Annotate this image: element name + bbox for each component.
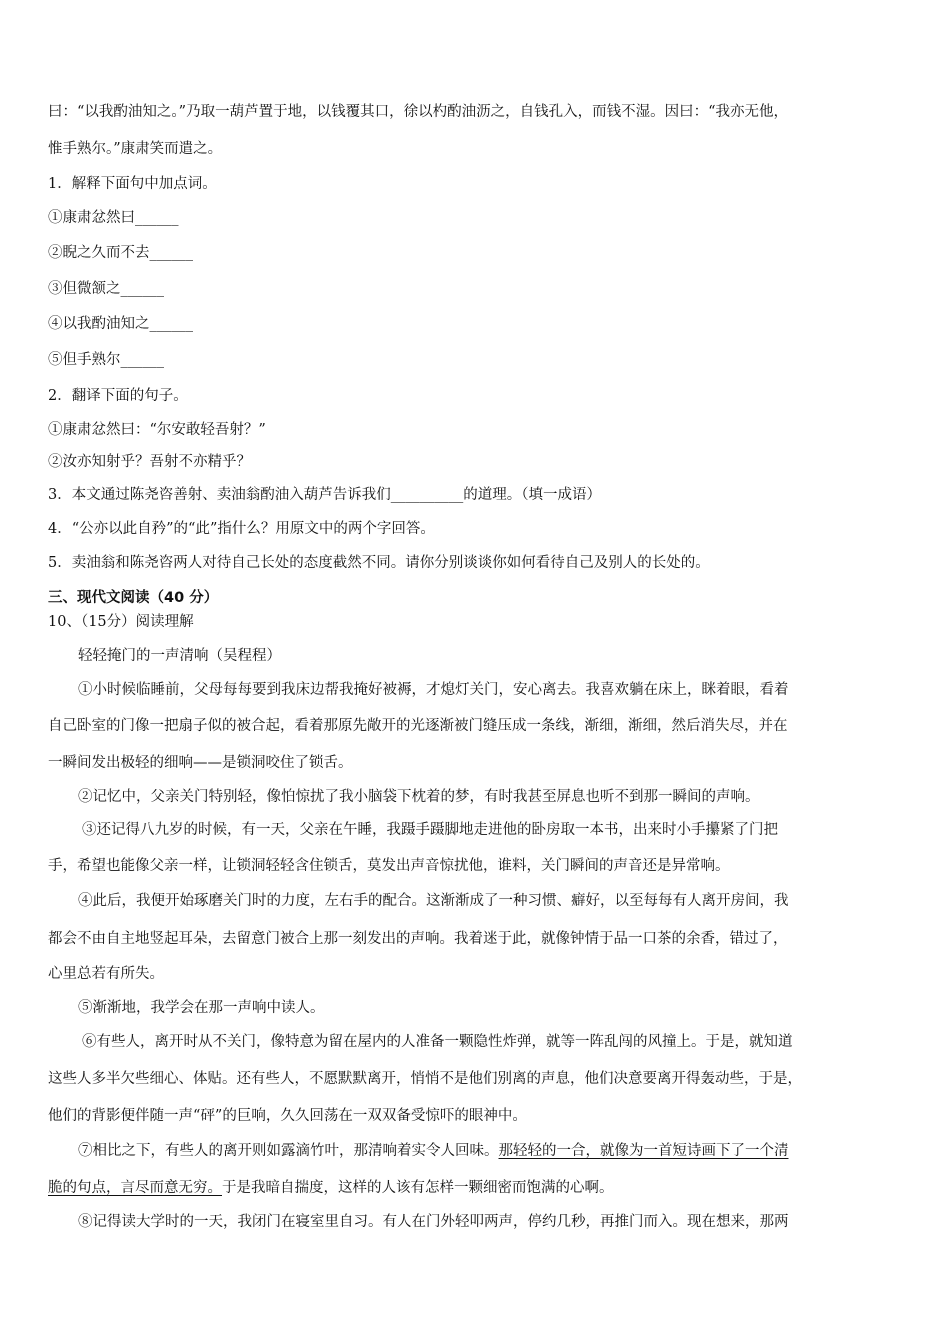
question-1-item: ④以我酌油知之______ — [48, 316, 193, 332]
question-1-item: ⑤但手熟尔______ — [48, 352, 164, 368]
question-1-item: ①康肃忿然曰______ — [48, 210, 179, 226]
paragraph-7-text: ⑦相比之下，有些人的离开则如露滴竹叶，那清响着实令人回味。 — [78, 1143, 499, 1159]
question-3: 3．本文通过陈尧咨善射、卖油翁酌油入葫芦告诉我们__________的道理。（填一成语） — [48, 487, 601, 503]
article-paragraph-5: ⑤渐渐地，我学会在那一声响中读人。 — [78, 1000, 325, 1016]
article-paragraph-6: 他们的背影便伴随一声“砰”的巨响，久久回荡在一双双备受惊吓的眼神中。 — [48, 1108, 527, 1124]
article-paragraph-2: ②记忆中，父亲关门特别轻，像怕惊扰了我小脑袋下枕着的梦，有时我甚至屏息也听不到那一瞬间的声响。 — [78, 789, 760, 805]
question-2-item: ②汝亦知射乎？吾射不亦精乎？ — [48, 454, 251, 470]
article-paragraph-8: ⑧记得读大学时的一天，我闭门在寝室里自习。有人在门外轻叩两声，停约几秒，再推门而入。现在想来，那两 — [78, 1214, 789, 1230]
article-paragraph-1: 一瞬间发出极轻的细响——是锁洞咬住了锁舌。 — [48, 755, 353, 771]
article-paragraph-4: 都会不由自主地竖起耳朵，去留意门被合上那一刻发出的声响。我着迷于此，就像钟情于品一口茶的余香，错过了， — [48, 931, 788, 947]
question-10-title: 10、（15分）阅读理解 — [48, 614, 194, 630]
section-heading: 三、现代文阅读（40 分） — [48, 590, 219, 606]
question-4: 4．“公亦以此自矜”的“此”指什么？用原文中的两个字回答。 — [48, 521, 435, 537]
article-paragraph-4: 心里总若有所失。 — [48, 966, 164, 982]
underlined-sentence: 脆的句点，言尽而意无穷。 — [48, 1180, 222, 1196]
article-paragraph-7 — [78, 1141, 908, 1161]
classical-text-line-2: 惟手熟尔。”康肃笑而遣之。 — [48, 141, 223, 157]
article-paragraph-1: 自己卧室的门像一把扇子似的被合起，看着那原先敞开的光逐渐被门缝压成一条线，渐细，渐细，然后消失尽，并在 — [48, 718, 788, 734]
paragraph-7-text: 于是我暗自揣度，这样的人该有怎样一颗细密而饱满的心啊。 — [222, 1180, 614, 1196]
underlined-sentence: 那轻轻的一合，就像为一首短诗画下了一个清 — [498, 1143, 789, 1159]
article-paragraph-4: ④此后，我便开始琢磨关门时的力度，左右手的配合。这渐渐成了一种习惯、癖好，以至每每有人离开房间，我 — [78, 893, 789, 909]
question-2-item: ①康肃忿然曰：“尔安敢轻吾射？” — [48, 422, 266, 438]
question-1-item: ③但微颔之______ — [48, 281, 164, 297]
article-paragraph-3: ③还记得八九岁的时候，有一天，父亲在午睡，我蹑手蹑脚地走进他的卧房取一本书，出来时小手攥紧了门把 — [82, 822, 778, 838]
question-5: 5．卖油翁和陈尧咨两人对待自己长处的态度截然不同。请你分别谈谈你如何看待自己及别人的长处的。 — [48, 555, 710, 571]
question-1-title: 1．解释下面句中加点词。 — [48, 176, 217, 192]
article-paragraph-3: 手，希望也能像父亲一样，让锁洞轻轻含住锁舌，莫发出声音惊扰他，谁料，关门瞬间的声音还是异常响。 — [48, 858, 730, 874]
article-paragraph-7 — [48, 1178, 908, 1198]
article-paragraph-1: ①小时候临睡前，父母每每要到我床边帮我掩好被褥，才熄灯关门，安心离去。我喜欢躺在床上，眯着眼，看着 — [78, 682, 789, 698]
question-2-title: 2．翻译下面的句子。 — [48, 388, 188, 404]
question-1-item: ②睨之久而不去______ — [48, 245, 193, 261]
article-title: 轻轻掩门的一声清响（吴程程） — [78, 648, 281, 664]
article-paragraph-6: ⑥有些人，离开时从不关门，像特意为留在屋内的人准备一颗隐性炸弹，就等一阵乱闯的风撞上。于是，就知道 — [82, 1034, 793, 1050]
article-paragraph-6: 这些人多半欠些细心、体贴。还有些人，不愿默默离开，悄悄不是他们别离的声息，他们决意要离开得轰动些，于是， — [48, 1071, 802, 1087]
classical-text-line-1: 曰：“以我酌油知之。”乃取一葫芦置于地，以钱覆其口，徐以杓酌油沥之，自钱孔入，而钱不湿。因曰：“我亦无他， — [48, 104, 788, 120]
